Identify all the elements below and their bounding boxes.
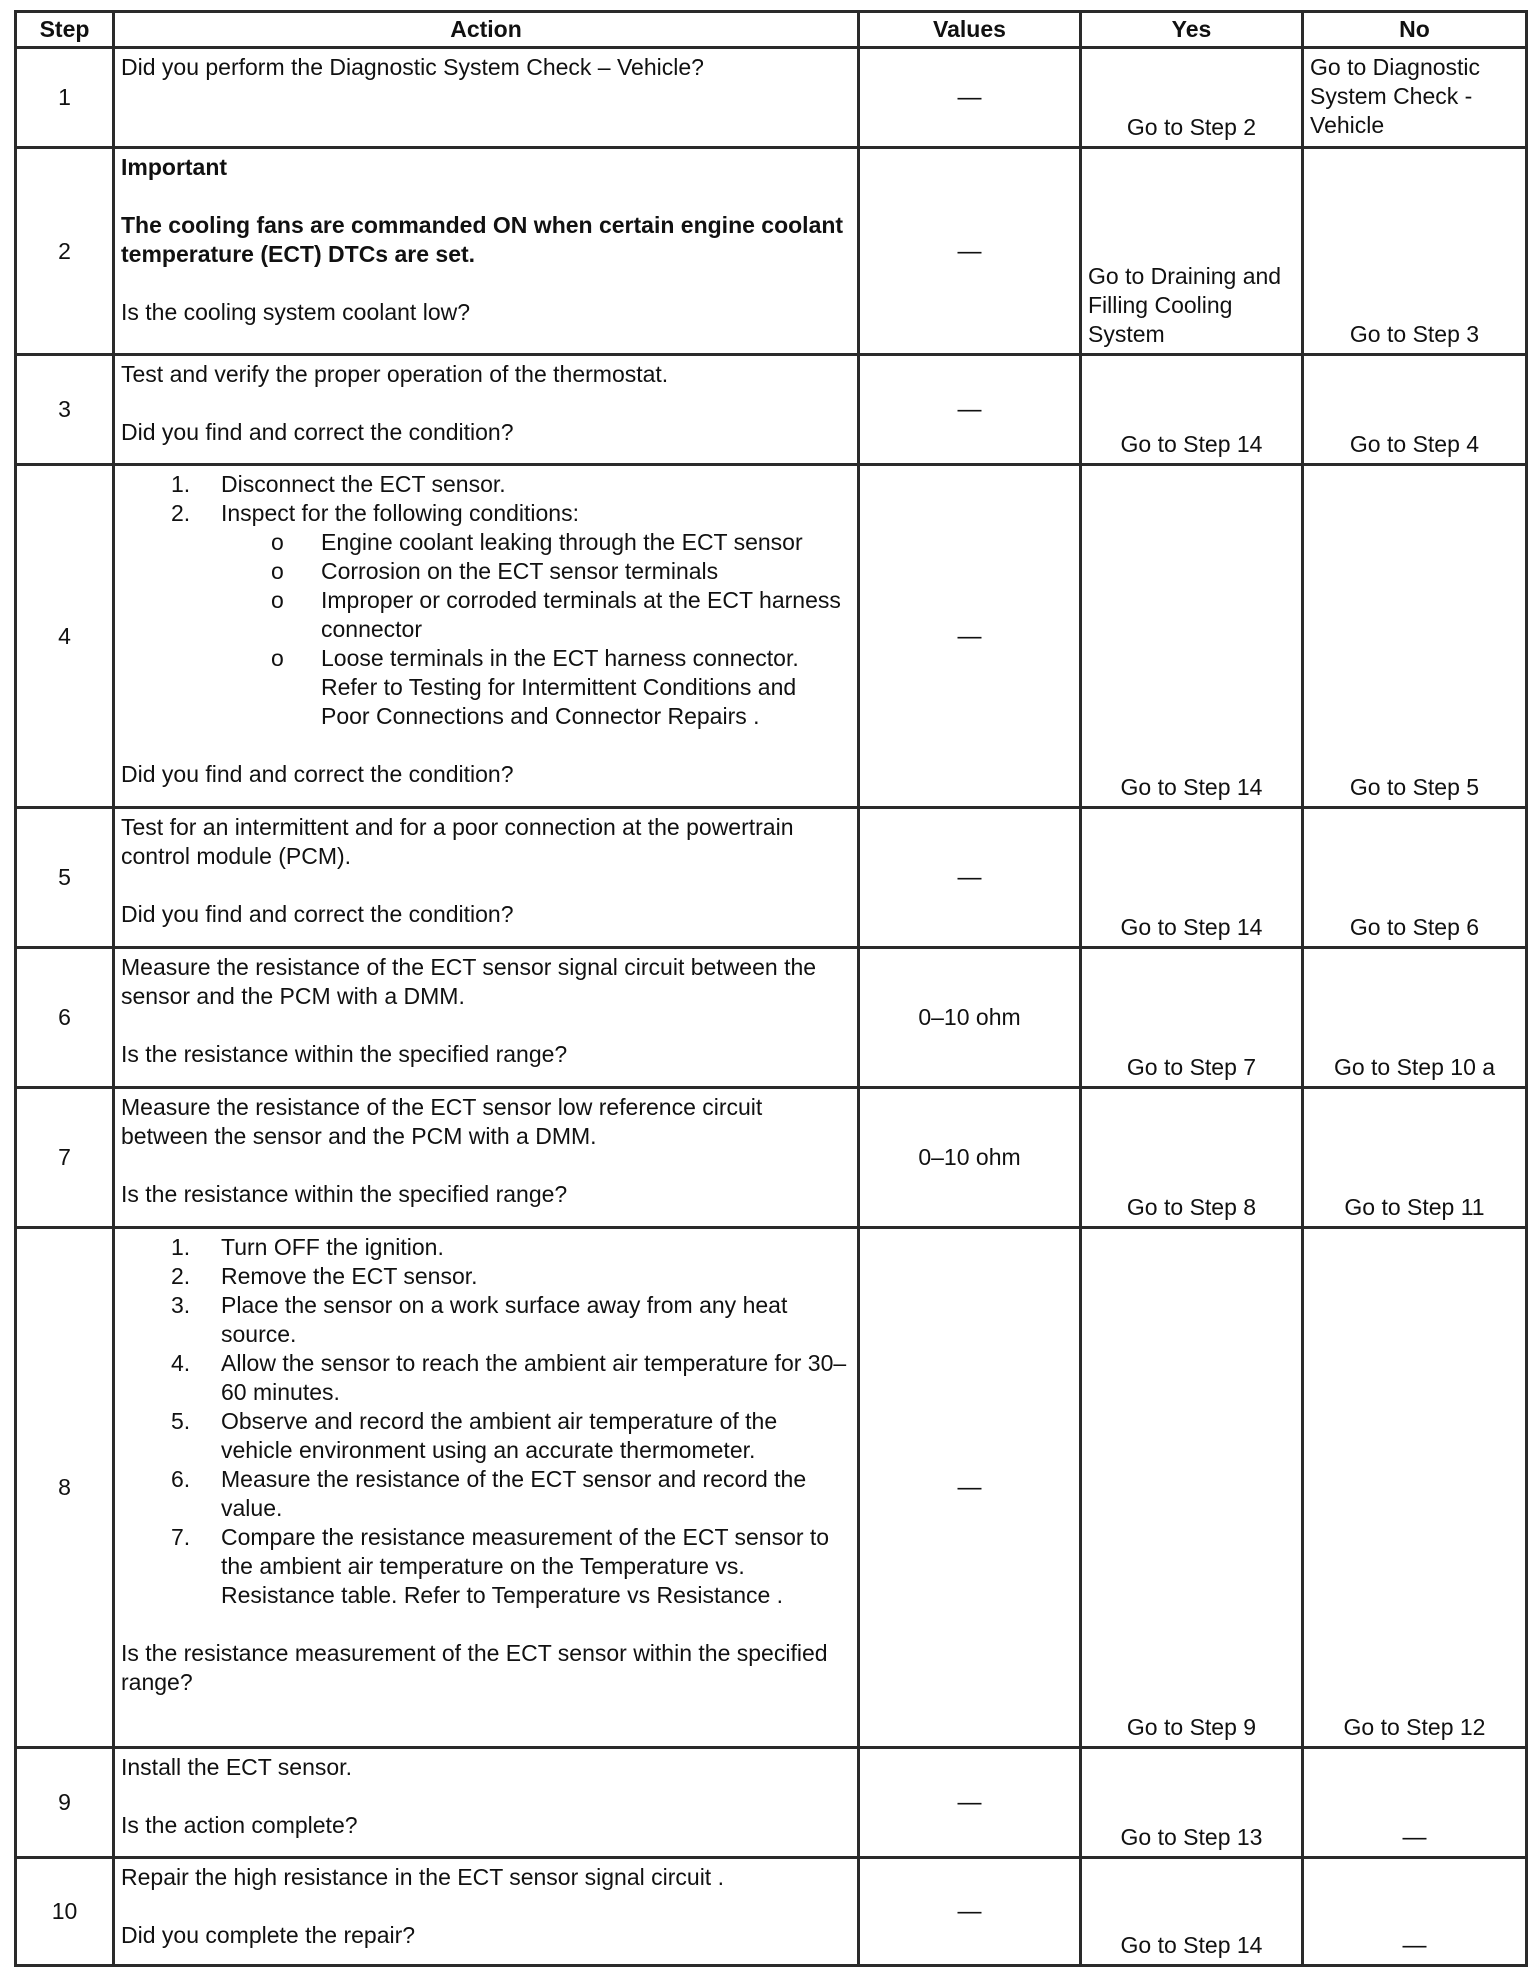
item-number: 1. [171, 1234, 191, 1260]
action-text: Did you perform the Diagnostic System Check – Vehicle? [114, 48, 859, 148]
no-result: Go to Step 10 a [1303, 948, 1527, 1088]
spacer [121, 1151, 851, 1180]
action-question: Is the resistance within the specified range? [121, 1041, 568, 1067]
action-question: Did you complete the repair? [121, 1922, 416, 1948]
table-row [16, 1858, 1527, 1966]
header-step: Step [16, 12, 114, 48]
action-cell [114, 1228, 859, 1748]
item-text: Remove the ECT sensor. [221, 1263, 478, 1289]
item-number: 4. [171, 1350, 191, 1376]
action-text: Test and verify the proper operation of the thermostat. [121, 361, 669, 387]
step-number: 8 [16, 1228, 114, 1748]
yes-result: Go to Step 2 [1081, 48, 1303, 148]
action-cell [114, 465, 859, 808]
table-row [16, 148, 1527, 355]
values-cell: — [859, 808, 1081, 948]
yes-result: Go to Step 14 [1081, 465, 1303, 808]
step-number: 4 [16, 465, 114, 808]
list-item [121, 1233, 851, 1262]
item-text: Allow the sensor to reach the ambient air temperature for 30–60 minutes. [221, 1350, 847, 1405]
item-number: 1. [171, 471, 191, 497]
condition-list [121, 528, 851, 731]
action-question: Is the resistance measurement of the ECT sensor within the specified range? [121, 1640, 828, 1695]
item-number: 2. [171, 1263, 191, 1289]
table-row [16, 1228, 1527, 1748]
no-result: Go to Step 11 [1303, 1088, 1527, 1228]
action-cell [114, 355, 859, 465]
no-result: Go to Step 3 [1303, 148, 1527, 355]
action-question: Is the action complete? [121, 1812, 358, 1838]
procedure-list [121, 470, 851, 528]
bullet-icon: o [271, 587, 284, 613]
yes-result: Go to Step 9 [1081, 1228, 1303, 1748]
spacer [121, 1782, 851, 1811]
action-question: Did you find and correct the condition? [121, 419, 514, 445]
item-text: Loose terminals in the ECT harness connector. Refer to Testing for Intermittent Conditions and Poor Connections and Connector Repairs . [321, 645, 799, 729]
list-item [121, 1407, 851, 1465]
item-number: 5. [171, 1408, 191, 1434]
list-item [121, 1349, 851, 1407]
action-cell [114, 1748, 859, 1858]
list-item [121, 528, 851, 557]
no-result: — [1303, 1748, 1527, 1858]
action-text: Test for an intermittent and for a poor connection at the powertrain control module (PCM). [121, 814, 794, 869]
item-text: Compare the resistance measurement of the ECT sensor to the ambient air temperature on the Temperature vs. Resistance table. Refer to Temperature vs Resistance . [221, 1524, 830, 1608]
item-text: Inspect for the following conditions: [221, 500, 579, 526]
values-cell: — [859, 465, 1081, 808]
step-number: 1 [16, 48, 114, 148]
list-item [121, 586, 851, 644]
list-item [121, 499, 851, 528]
item-number: 2. [171, 500, 191, 526]
spacer [121, 731, 851, 760]
step-number: 2 [16, 148, 114, 355]
important-label: Important [121, 154, 228, 180]
table-row [16, 1748, 1527, 1858]
step-number: 10 [16, 1858, 114, 1966]
values-cell: — [859, 1748, 1081, 1858]
header-no: No [1303, 12, 1527, 48]
step-number: 9 [16, 1748, 114, 1858]
values-cell: — [859, 355, 1081, 465]
values-cell: — [859, 48, 1081, 148]
item-number: 3. [171, 1292, 191, 1318]
item-text: Corrosion on the ECT sensor terminals [321, 558, 719, 584]
spacer [121, 1011, 851, 1040]
list-item [121, 1262, 851, 1291]
bullet-icon: o [271, 529, 284, 555]
important-text: The cooling fans are commanded ON when certain engine coolant temperature (ECT) DTCs are set. [121, 212, 844, 267]
step-number: 5 [16, 808, 114, 948]
action-cell [114, 148, 859, 355]
item-text: Engine coolant leaking through the ECT sensor [321, 529, 803, 555]
action-text: Measure the resistance of the ECT sensor signal circuit between the sensor and the PCM with a DMM. [121, 954, 817, 1009]
table-row [16, 465, 1527, 808]
procedure-list [121, 1233, 851, 1610]
action-text: Repair the high resistance in the ECT sensor signal circuit . [121, 1864, 724, 1890]
header-row [16, 12, 1527, 48]
table-row [16, 1088, 1527, 1228]
values-cell: 0–10 ohm [859, 948, 1081, 1088]
no-result: Go to Step 12 [1303, 1228, 1527, 1748]
action-cell [114, 948, 859, 1088]
action-question: Is the resistance within the specified range? [121, 1181, 568, 1207]
table-row [16, 808, 1527, 948]
values-cell: 0–10 ohm [859, 1088, 1081, 1228]
item-text: Measure the resistance of the ECT sensor and record the value. [221, 1466, 807, 1521]
table-row [16, 355, 1527, 465]
yes-result: Go to Step 8 [1081, 1088, 1303, 1228]
spacer [121, 269, 851, 298]
spacer [121, 389, 851, 418]
no-result: — [1303, 1858, 1527, 1966]
no-result: Go to Step 6 [1303, 808, 1527, 948]
table-row [16, 948, 1527, 1088]
step-number: 6 [16, 948, 114, 1088]
values-cell: — [859, 148, 1081, 355]
bullet-icon: o [271, 645, 284, 671]
action-text: Install the ECT sensor. [121, 1754, 352, 1780]
yes-result: Go to Step 14 [1081, 1858, 1303, 1966]
action-question: Is the cooling system coolant low? [121, 299, 471, 325]
action-cell [114, 1088, 859, 1228]
spacer [121, 1892, 851, 1921]
table-row [16, 48, 1527, 148]
step-number: 3 [16, 355, 114, 465]
yes-result: Go to Step 7 [1081, 948, 1303, 1088]
values-cell: — [859, 1228, 1081, 1748]
header-action: Action [114, 12, 859, 48]
action-cell [114, 808, 859, 948]
yes-result: Go to Step 14 [1081, 808, 1303, 948]
list-item [121, 557, 851, 586]
bullet-icon: o [271, 558, 284, 584]
list-item [121, 1465, 851, 1523]
item-text: Place the sensor on a work surface away from any heat source. [221, 1292, 788, 1347]
item-text: Disconnect the ECT sensor. [221, 471, 506, 497]
list-item [121, 1523, 851, 1610]
item-text: Turn OFF the ignition. [221, 1234, 444, 1260]
yes-result: Go to Draining and Filling Cooling System [1081, 148, 1303, 355]
header-values: Values [859, 12, 1081, 48]
action-question: Did you find and correct the condition? [121, 761, 514, 787]
item-text: Observe and record the ambient air temperature of the vehicle environment using an accurate thermometer. [221, 1408, 778, 1463]
yes-result: Go to Step 13 [1081, 1748, 1303, 1858]
values-cell: — [859, 1858, 1081, 1966]
no-result: Go to Step 5 [1303, 465, 1527, 808]
action-cell [114, 1858, 859, 1966]
list-item [121, 1291, 851, 1349]
item-text: Improper or corroded terminals at the ECT harness connector [321, 587, 841, 642]
spacer [121, 871, 851, 900]
yes-result: Go to Step 14 [1081, 355, 1303, 465]
action-text: Measure the resistance of the ECT sensor low reference circuit between the sensor and the PCM with a DMM. [121, 1094, 763, 1149]
item-number: 7. [171, 1524, 191, 1550]
list-item [121, 470, 851, 499]
action-question: Did you find and correct the condition? [121, 901, 514, 927]
spacer [121, 1610, 851, 1639]
item-number: 6. [171, 1466, 191, 1492]
no-result: Go to Step 4 [1303, 355, 1527, 465]
step-number: 7 [16, 1088, 114, 1228]
diagnostic-table [14, 10, 1528, 1967]
list-item [121, 644, 851, 731]
spacer [121, 182, 851, 211]
header-yes: Yes [1081, 12, 1303, 48]
no-result: Go to Diagnostic System Check - Vehicle [1303, 48, 1527, 148]
